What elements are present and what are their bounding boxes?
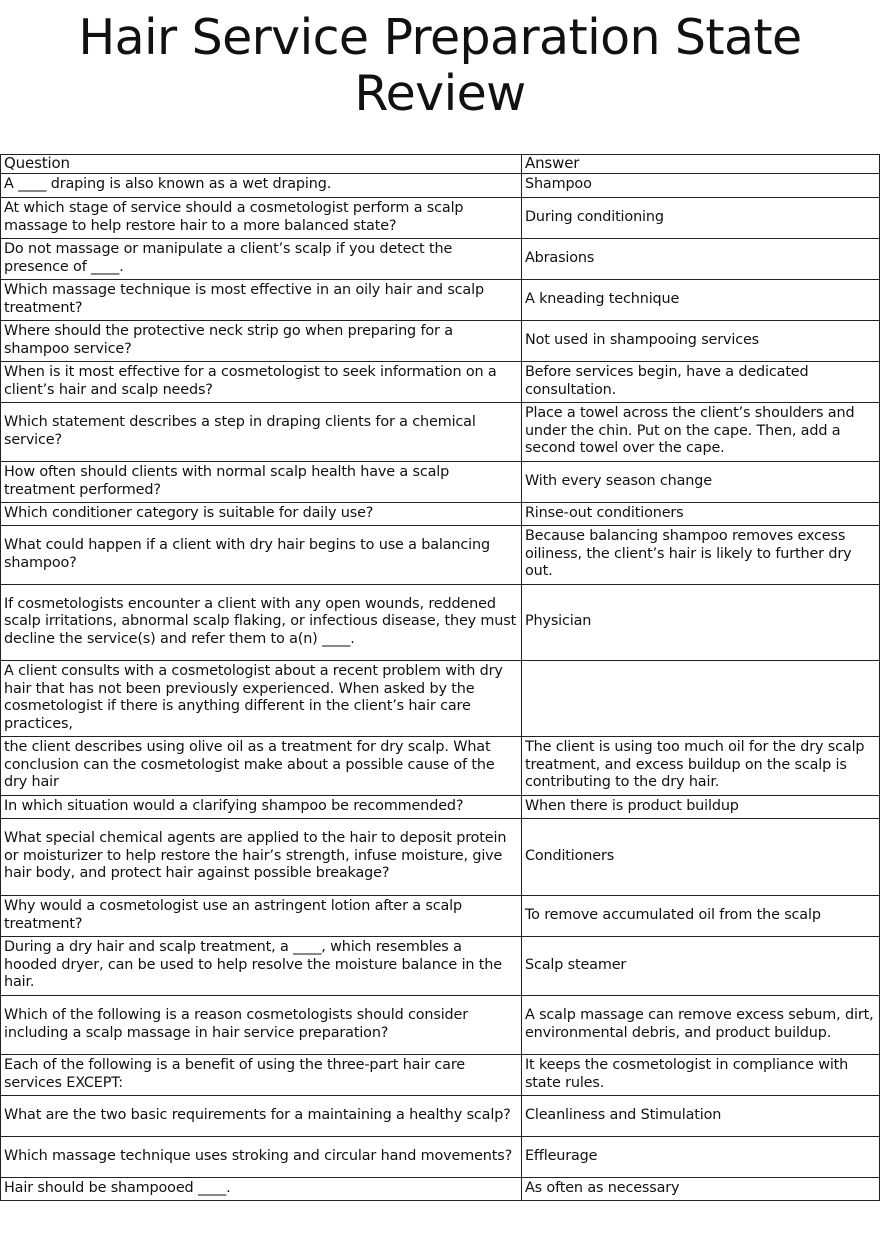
question-cell: Which massage technique uses stroking and circular hand movements? [1,1136,522,1177]
question-cell: What are the two basic requirements for a maintaining a healthy scalp? [1,1095,522,1136]
table-row [1,361,880,402]
question-cell: In which situation would a clarifying shampoo be recommended? [1,795,522,818]
table-row [1,660,880,736]
table-row [1,320,880,361]
answer-cell: Not used in shampooing services [521,320,879,361]
table-row [1,525,880,584]
table-row [1,238,880,279]
table-row [1,1177,880,1200]
answer-cell: Effleurage [521,1136,879,1177]
question-cell: A client consults with a cosmetologist about a recent problem with dry hair that has not been previously experienced. When asked by the cosmetologist if there is anything different in the client’s hair care practices, [1,660,522,736]
answer-cell: It keeps the cosmetologist in compliance with state rules. [521,1054,879,1095]
table-row [1,736,880,795]
table-row [1,461,880,502]
answer-column-header: Answer [521,155,879,174]
table-row [1,895,880,936]
table-header-row [1,155,880,174]
question-cell: When is it most effective for a cosmetologist to seek information on a client’s hair and scalp needs? [1,361,522,402]
table-row [1,502,880,525]
question-cell: Why would a cosmetologist use an astringent lotion after a scalp treatment? [1,895,522,936]
answer-cell: Physician [521,584,879,660]
question-cell: During a dry hair and scalp treatment, a ____, which resembles a hooded dryer, can be used to help resolve the moisture balance in the hair. [1,936,522,995]
table-row [1,1136,880,1177]
table-row [1,1095,880,1136]
question-cell: Hair should be shampooed ____. [1,1177,522,1200]
answer-cell: Place a towel across the client’s shoulders and under the chin. Put on the cape. Then, add a second towel over the cape. [521,402,879,461]
answer-cell: When there is product buildup [521,795,879,818]
table-row [1,279,880,320]
answer-cell: A scalp massage can remove excess sebum, dirt, environmental debris, and product buildup. [521,995,879,1054]
question-cell: Each of the following is a benefit of using the three-part hair care services EXCEPT: [1,1054,522,1095]
answer-cell: Rinse-out conditioners [521,502,879,525]
question-cell: Where should the protective neck strip go when preparing for a shampoo service? [1,320,522,361]
question-cell: the client describes using olive oil as a treatment for dry scalp. What conclusion can the cosmetologist make about a possible cause of the dry hair [1,736,522,795]
question-cell: Which conditioner category is suitable for daily use? [1,502,522,525]
table-row [1,795,880,818]
table-row [1,584,880,660]
answer-cell: To remove accumulated oil from the scalp [521,895,879,936]
answer-cell: The client is using too much oil for the dry scalp treatment, and excess buildup on the scalp is contributing to the dry hair. [521,736,879,795]
table-row [1,1054,880,1095]
question-cell: If cosmetologists encounter a client with any open wounds, reddened scalp irritations, abnormal scalp flaking, or infectious disease, they must decline the service(s) and refer them to a(n) ____. [1,584,522,660]
qa-table [0,154,880,1201]
answer-cell: Cleanliness and Stimulation [521,1095,879,1136]
question-cell: At which stage of service should a cosmetologist perform a scalp massage to help restore hair to a more balanced state? [1,197,522,238]
question-cell: What special chemical agents are applied to the hair to deposit protein or moisturizer to help restore the hair’s strength, infuse moisture, give hair body, and protect hair against possible breakage? [1,818,522,895]
answer-cell: With every season change [521,461,879,502]
question-cell: Do not massage or manipulate a client’s scalp if you detect the presence of ____. [1,238,522,279]
answer-cell: Because balancing shampoo removes excess oiliness, the client’s hair is likely to further dry out. [521,525,879,584]
answer-cell: Abrasions [521,238,879,279]
table-row [1,818,880,895]
answer-cell: Scalp steamer [521,936,879,995]
table-row [1,402,880,461]
table-row [1,936,880,995]
answer-cell [521,660,879,736]
question-cell: What could happen if a client with dry hair begins to use a balancing shampoo? [1,525,522,584]
question-cell: Which of the following is a reason cosmetologists should consider including a scalp massage in hair service preparation? [1,995,522,1054]
question-column-header: Question [1,155,522,174]
question-cell: Which statement describes a step in draping clients for a chemical service? [1,402,522,461]
table-row [1,173,880,197]
page-title: Hair Service Preparation State Review [78,9,802,122]
answer-cell: Conditioners [521,818,879,895]
table-row [1,197,880,238]
answer-cell: As often as necessary [521,1177,879,1200]
table-row [1,995,880,1054]
answer-cell: Shampoo [521,173,879,197]
answer-cell: Before services begin, have a dedicated consultation. [521,361,879,402]
question-cell: A ____ draping is also known as a wet draping. [1,173,522,197]
answer-cell: A kneading technique [521,279,879,320]
question-cell: How often should clients with normal scalp health have a scalp treatment performed? [1,461,522,502]
question-cell: Which massage technique is most effective in an oily hair and scalp treatment? [1,279,522,320]
answer-cell: During conditioning [521,197,879,238]
